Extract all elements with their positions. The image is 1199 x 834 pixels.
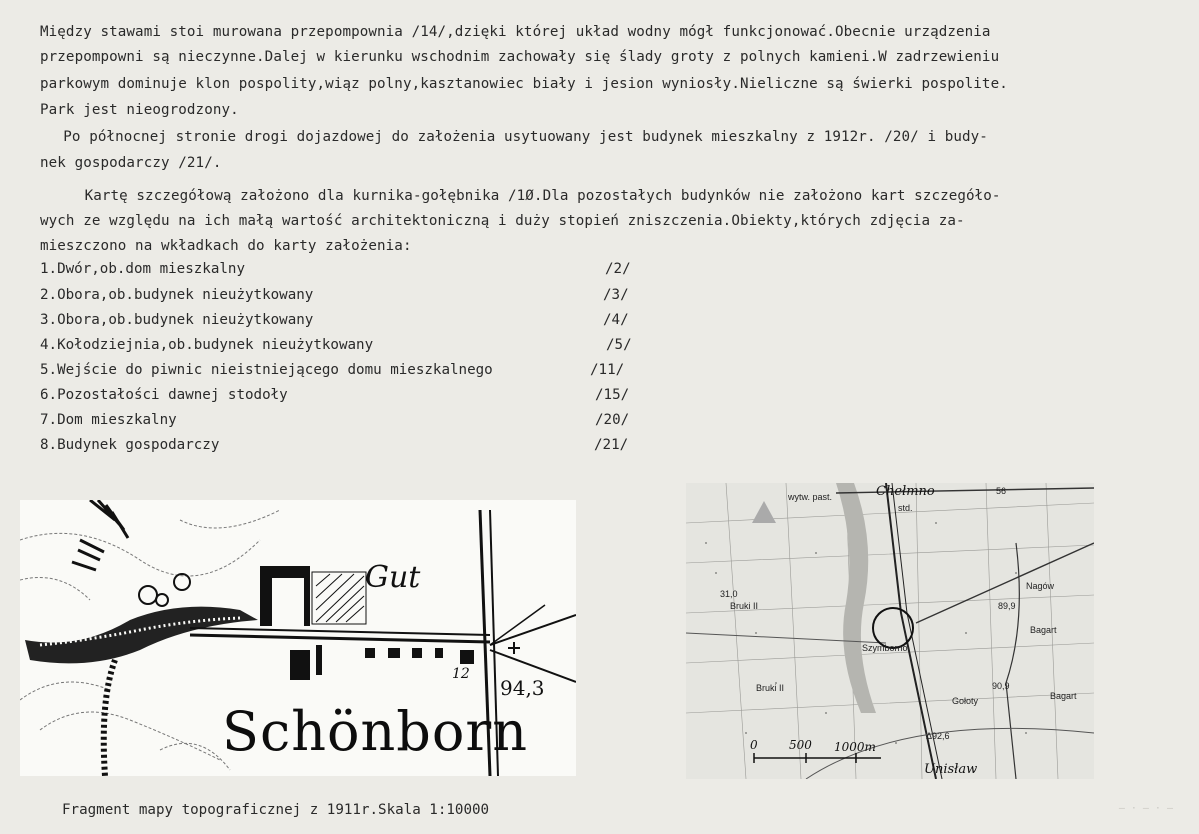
paragraph3-line-3: mieszczono na wkładkach do karty założenia:: [40, 238, 412, 254]
object-item-ref: /5/: [606, 337, 632, 353]
map-label: Szymborno: [862, 643, 908, 653]
map-label: Bagart: [1050, 691, 1077, 701]
object-item-label: 3.Obora,ob.budynek nieużytkowany: [40, 312, 314, 328]
topographic-map-image: [686, 483, 1094, 779]
map-label: Bruki II: [756, 683, 785, 693]
paragraph1-line-2: przepompowni są nieczynne.Dalej w kierunku wschodnim zachowały się ślady groty z polnych kamieni.W zadrzewieniu: [40, 49, 1000, 65]
paragraph1-line-1: Między stawami stoi murowana przepompownia /14/,dzięki której układ wodny mógł funkcjonować.Obecnie urządzenia: [40, 24, 991, 40]
object-item-ref: /11/: [590, 362, 625, 378]
object-item-ref: /4/: [603, 312, 629, 328]
map-label: Δ92,6: [926, 731, 950, 741]
paragraph1-line-4: Park jest nieogrodzony.: [40, 102, 239, 118]
paragraph3-line-1: Kartę szczegółową założono dla kurnika-gołębnika /1Ø.Dla pozostałych budynków nie założono kart szczegóło-: [50, 188, 1001, 204]
object-item-label: 5.Wejście do piwnic nieistniejącego domu mieszkalnego: [40, 362, 493, 378]
historic-map-image: [20, 500, 576, 776]
map-label: 31,0: [720, 589, 738, 599]
map-label: Bagart: [1030, 625, 1057, 635]
scale-label: 1000m: [834, 740, 876, 754]
map-label: std.: [898, 503, 913, 513]
map-label: 90,9: [992, 681, 1010, 691]
elevation-label: 94,3: [500, 676, 545, 700]
object-item-label: 7.Dom mieszkalny: [40, 412, 177, 428]
object-item-ref: /2/: [605, 261, 631, 277]
map-label: Gołoty: [952, 696, 979, 706]
object-item-label: 8.Budynek gospodarczy: [40, 437, 220, 453]
scale-label: 500: [789, 738, 812, 752]
object-item-label: 6.Pozostałości dawnej stodoły: [40, 387, 288, 403]
place-name-label: Schönborn: [222, 700, 528, 763]
scale-label: 0: [750, 738, 758, 752]
map-label: 56: [996, 486, 1007, 496]
object-item-ref: /20/: [595, 412, 630, 428]
estate-label: Gut: [365, 560, 421, 595]
map-label: Nagów: [1026, 581, 1055, 591]
map-label: 89,9: [998, 601, 1016, 611]
object-item-ref: /15/: [595, 387, 630, 403]
village-label-bottom: Unisław: [924, 762, 978, 777]
object-item-ref: /3/: [603, 287, 629, 303]
faint-edge-marks: — · — · —: [1118, 803, 1173, 814]
paragraph2-line-1: Po północnej stronie drogi dojazdowej do założenia usytuowany jest budynek mieszkalny z 1912r. /20/ i budy-: [46, 129, 988, 145]
object-item-label: 4.Kołodziejnia,ob.budynek nieużytkowany: [40, 337, 374, 353]
object-item-label: 1.Dwór,ob.dom mieszkalny: [40, 261, 245, 277]
paragraph2-line-2: nek gospodarczy /21/.: [40, 155, 222, 171]
paragraph1-line-3: parkowym dominuje klon pospolity,wiąz polny,kasztanowiec biały i jesion wyniosły.Nieliczne są świerki pospolite.: [40, 76, 1008, 92]
object-item-ref: /21/: [594, 437, 629, 453]
paragraph3-line-2: wych ze względu na ich małą wartość architektoniczną i duży stopień zniszczenia.Obiekty,których zdjęcia za-: [40, 213, 965, 229]
map-label: Bruki II: [730, 601, 759, 611]
map-label: wytw. past.: [788, 492, 833, 502]
building-number: 12: [452, 666, 470, 682]
object-item-label: 2.Obora,ob.budynek nieużytkowany: [40, 287, 314, 303]
village-label-top: Chełmno: [876, 484, 935, 499]
map-caption: Fragment mapy topograficznej z 1911r.Skala 1:10000: [62, 802, 490, 818]
